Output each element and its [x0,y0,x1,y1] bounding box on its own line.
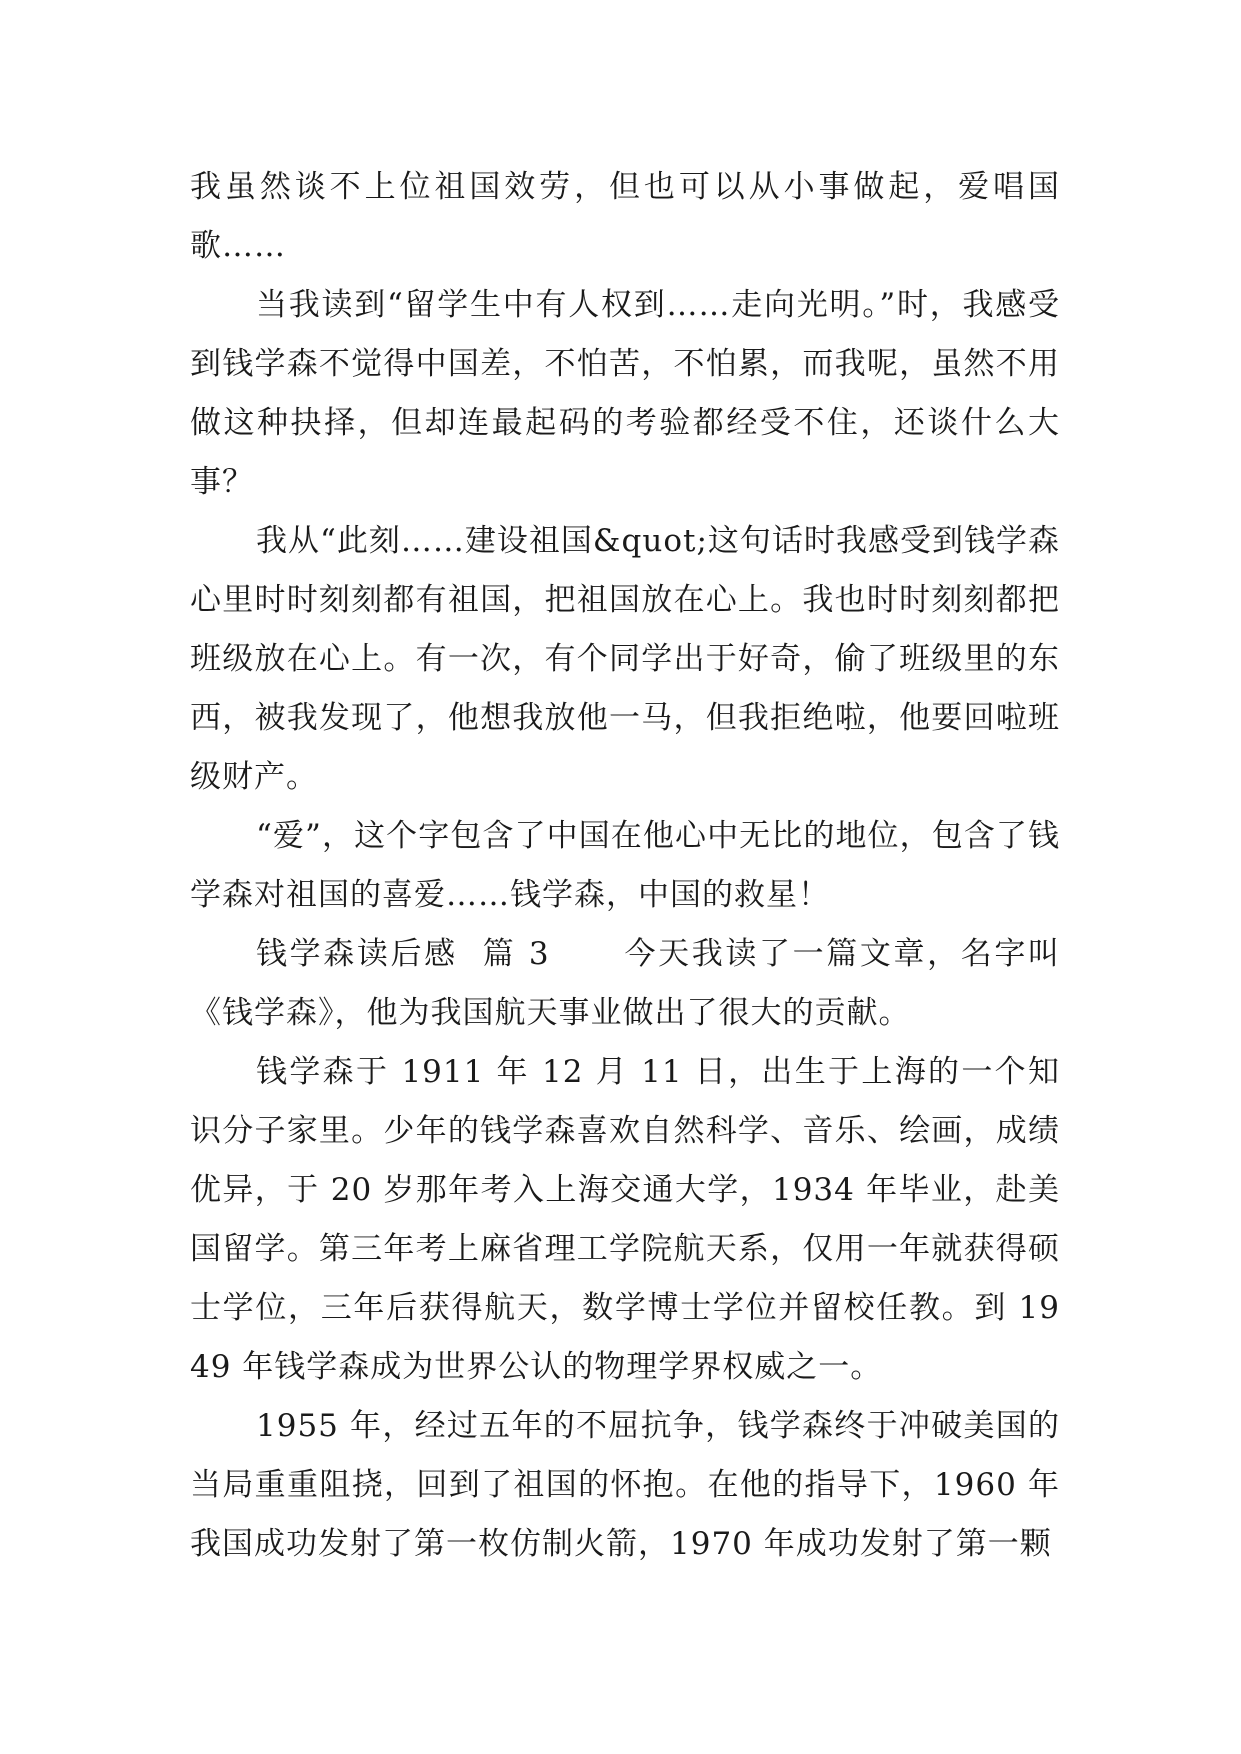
paragraph-6: 钱学森于 1911 年 12 月 11 日，出生于上海的一个知识分子家里。少年的钱学森喜欢自然科学、音乐、绘画，成绩优异，于 20 岁那年考入上海交通大学，1934 年毕业，赴美国留学。第三年考上麻省理工学院航天系，仅用一年就获得硕士学位，三年后获得航天，数学博士学位并留校任教。到 1949 年钱学森成为世界公认的物理学界权威之一。 [190,1054,1060,1385]
paragraph-2: 当我读到“留学生中有人权到……走向光明。”时，我感受到钱学森不觉得中国差，不怕苦，不怕累，而我呢，虽然不用做这种抉择，但却连最起码的考验都经受不住，还谈什么大事？ [190,287,1060,500]
paragraph-1: 我虽然谈不上位祖国效劳，但也可以从小事做起，爱唱国歌…… [190,169,1060,264]
paragraph-5-heading: 钱学森读后感 篇 3 今天我读了一篇文章，名字叫《钱学森》，他为我国航天事业做出了很大的贡献。 [190,936,1060,1031]
paragraph-3: 我从“此刻……建设祖国&quot;这句话时我感受到钱学森心里时时刻刻都有祖国，把祖国放在心上。我也时时刻刻都把班级放在心上。有一次，有个同学出于好奇，偷了班级里的东西，被我发现了，他想我放他一马，但我拒绝啦，他要回啦班级财产。 [190,523,1060,795]
paragraph-7: 1955 年，经过五年的不屈抗争，钱学森终于冲破美国的当局重重阻挠，回到了祖国的怀抱。在他的指导下，1960 年我国成功发射了第一枚仿制火箭，1970 年成功发射了第一颗 [190,1408,1060,1562]
document-body [190,158,1060,1574]
paragraph-4: “爱”，这个字包含了中国在他心中无比的地位，包含了钱学森对祖国的喜爱……钱学森，中国的救星！ [190,818,1060,913]
